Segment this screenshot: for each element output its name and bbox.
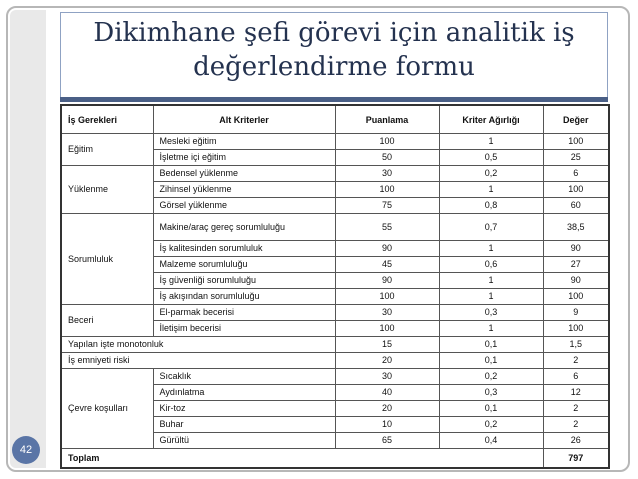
kriter-agirligi-cell: 1 [439,241,543,257]
puanlama-cell: 100 [335,182,439,198]
sub-criterion-cell: İş akışından sorumluluğu [153,289,335,305]
header-alt-kriterler: Alt Kriterler [153,105,335,134]
deger-cell: 100 [543,321,609,337]
kriter-agirligi-cell: 0,1 [439,353,543,369]
kriter-agirligi-cell: 1 [439,273,543,289]
criterion-cell: İş emniyeti riski [61,353,335,369]
sub-criterion-cell: Gürültü [153,433,335,449]
table-header-row [61,105,609,134]
sub-criterion-cell: İletişim becerisi [153,321,335,337]
deger-cell: 12 [543,385,609,401]
deger-cell: 6 [543,369,609,385]
slide-number-badge: 42 [12,436,40,464]
puanlama-cell: 50 [335,150,439,166]
kriter-agirligi-cell: 0,2 [439,369,543,385]
group-cell: Beceri [61,305,153,337]
deger-cell: 25 [543,150,609,166]
evaluation-table [60,104,610,469]
puanlama-cell: 10 [335,417,439,433]
kriter-agirligi-cell: 0,8 [439,198,543,214]
puanlama-cell: 30 [335,305,439,321]
deger-cell: 2 [543,417,609,433]
kriter-agirligi-cell: 0,1 [439,337,543,353]
puanlama-cell: 30 [335,369,439,385]
kriter-agirligi-cell: 0,4 [439,433,543,449]
criterion-cell: Yapılan işte monotonluk [61,337,335,353]
sub-criterion-cell: Makine/araç gereç sorumluluğu [153,214,335,241]
deger-cell: 2 [543,353,609,369]
puanlama-cell: 55 [335,214,439,241]
deger-cell: 100 [543,289,609,305]
sub-criterion-cell: Sıcaklık [153,369,335,385]
sub-criterion-cell: Malzeme sorumluluğu [153,257,335,273]
kriter-agirligi-cell: 1 [439,182,543,198]
sub-criterion-cell: Buhar [153,417,335,433]
puanlama-cell: 100 [335,289,439,305]
evaluation-table-container [60,104,608,469]
deger-cell: 1,5 [543,337,609,353]
puanlama-cell: 90 [335,273,439,289]
header-deger: Değer [543,105,609,134]
puanlama-cell: 20 [335,401,439,417]
puanlama-cell: 20 [335,353,439,369]
header-is-gerekleri: İş Gerekleri [61,105,153,134]
total-label: Toplam [61,449,543,469]
table-row [61,214,609,241]
puanlama-cell: 75 [335,198,439,214]
kriter-agirligi-cell: 1 [439,289,543,305]
deger-cell: 26 [543,433,609,449]
sub-criterion-cell: Zihinsel yüklenme [153,182,335,198]
group-cell: Sorumluluk [61,214,153,305]
table-body [61,134,609,469]
kriter-agirligi-cell: 0,7 [439,214,543,241]
sub-criterion-cell: Aydınlatma [153,385,335,401]
group-cell: Çevre koşulları [61,369,153,449]
total-row [61,449,609,469]
kriter-agirligi-cell: 0,2 [439,166,543,182]
puanlama-cell: 15 [335,337,439,353]
puanlama-cell: 40 [335,385,439,401]
deger-cell: 9 [543,305,609,321]
deger-cell: 90 [543,241,609,257]
puanlama-cell: 100 [335,134,439,150]
kriter-agirligi-cell: 0,2 [439,417,543,433]
puanlama-cell: 65 [335,433,439,449]
table-row [61,134,609,150]
slide-left-bar [10,10,46,468]
kriter-agirligi-cell: 0,6 [439,257,543,273]
sub-criterion-cell: Bedensel yüklenme [153,166,335,182]
table-row [61,337,609,353]
group-cell: Yüklenme [61,166,153,214]
puanlama-cell: 90 [335,241,439,257]
puanlama-cell: 100 [335,321,439,337]
kriter-agirligi-cell: 0,1 [439,401,543,417]
kriter-agirligi-cell: 0,3 [439,305,543,321]
puanlama-cell: 30 [335,166,439,182]
kriter-agirligi-cell: 0,3 [439,385,543,401]
deger-cell: 38,5 [543,214,609,241]
title-underline-bar [60,97,608,102]
slide-title: Dikimhane şefi görevi için analitik iş değerlendirme formu [93,18,575,82]
sub-criterion-cell: Kir-toz [153,401,335,417]
table-row [61,166,609,182]
puanlama-cell: 45 [335,257,439,273]
total-value: 797 [543,449,609,469]
deger-cell: 90 [543,273,609,289]
table-row [61,353,609,369]
kriter-agirligi-cell: 0,5 [439,150,543,166]
table-row [61,369,609,385]
sub-criterion-cell: İş kalitesinden sorumluluk [153,241,335,257]
sub-criterion-cell: İşletme içi eğitim [153,150,335,166]
deger-cell: 6 [543,166,609,182]
sub-criterion-cell: İş güvenliği sorumluluğu [153,273,335,289]
deger-cell: 100 [543,182,609,198]
deger-cell: 60 [543,198,609,214]
table-row [61,305,609,321]
header-kriter-agirligi: Kriter Ağırlığı [439,105,543,134]
sub-criterion-cell: Mesleki eğitim [153,134,335,150]
deger-cell: 100 [543,134,609,150]
deger-cell: 2 [543,401,609,417]
group-cell: Eğitim [61,134,153,166]
deger-cell: 27 [543,257,609,273]
sub-criterion-cell: El-parmak becerisi [153,305,335,321]
sub-criterion-cell: Görsel yüklenme [153,198,335,214]
kriter-agirligi-cell: 1 [439,321,543,337]
kriter-agirligi-cell: 1 [439,134,543,150]
header-puanlama: Puanlama [335,105,439,134]
